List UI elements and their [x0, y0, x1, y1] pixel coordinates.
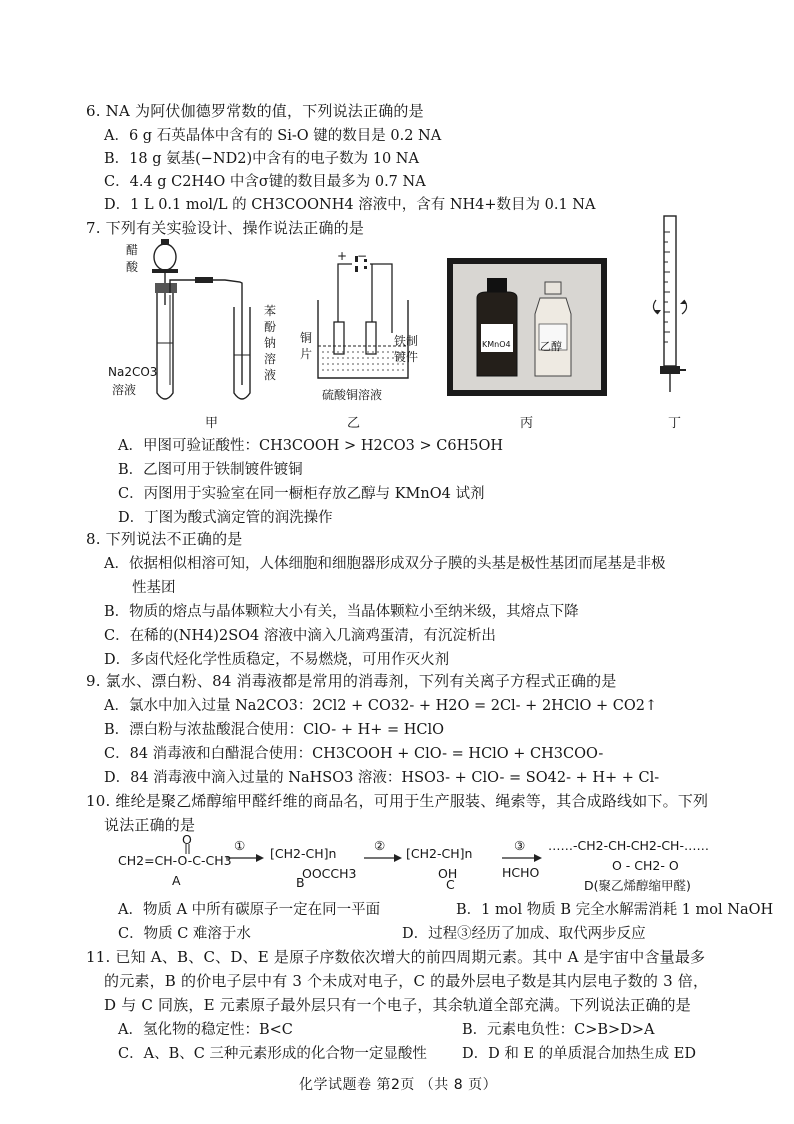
q8-option-a-line2: 性基团: [132, 580, 176, 596]
q8-option-d: D．多卤代烃化学性质稳定，不易燃烧，可用作灭火剂: [104, 652, 450, 668]
arrow-step-1: [226, 854, 264, 862]
cabinet-frame: [447, 258, 607, 396]
q11-option-a: A．氢化物的稳定性：B<C: [118, 1022, 293, 1038]
q11-option-b: B．元素电负性：C>B>D>A: [462, 1022, 655, 1038]
kmno4-label: KMnO4: [482, 340, 511, 349]
compound-b-label: B: [296, 875, 305, 890]
iron-label-1: 铁制: [394, 334, 419, 348]
arrow-step-2: [364, 854, 402, 862]
q8-option-b: B．物质的熔点与晶体颗粒大小有关，当晶体颗粒小至纳米级，其熔点下降: [104, 604, 579, 620]
q6-option-c: C．4.4 g C2H4O 中含σ键的数目最多为 0.7 NA: [104, 174, 426, 190]
compound-c-formula: [CH2-CH]n: [406, 846, 473, 861]
q11-stem-line1: 11. 已知 A、B、C、D、E 是原子序数依次增大的前四周期元素。其中 A 是宇宙中含量最多: [86, 948, 706, 966]
q10-option-a: A．物质 A 中所有碳原子一定在同一平面: [118, 902, 381, 918]
compound-d-label: D(聚乙烯醇缩甲醛): [584, 878, 691, 893]
q11-stem-line2: 的元素，B 的价电子层中有 3 个未成对电子，C 的最外层电子数是其内层电子数的 3 倍，: [104, 972, 709, 990]
compound-b-substituent: OOCCH3: [302, 866, 357, 881]
compound-a-formula: CH2=CH-O-C-CH3: [118, 853, 232, 868]
q10-stem-line1: 10. 维纶是聚乙烯醇缩甲醛纤维的商品名，可用于生产服装、绳索等，其合成路线如下。下列: [86, 792, 709, 810]
phenol-label-3: 钠: [264, 336, 277, 350]
arrow-step-3: [502, 854, 542, 862]
compound-c-substituent: OH: [438, 866, 458, 881]
q9-option-c: C．84 消毒液和白醋混合使用：CH3COOH + ClO- = HClO + CH3COO-: [104, 746, 604, 762]
minus-sign: −: [357, 249, 368, 263]
compound-d-substituent: O - CH2- O: [612, 858, 679, 873]
q8-stem: 8. 下列说法不正确的是: [86, 530, 243, 548]
caption-jia: 甲: [205, 416, 219, 431]
q10-option-c: C．物质 C 难溶于水: [118, 926, 251, 942]
vinegar-label-2: 酸: [126, 260, 139, 274]
na2co3-solution-label: 溶液: [112, 383, 137, 397]
q6-option-d: D．1 L 0.1 mol/L 的 CH3COONH4 溶液中，含有 NH4+数目为 0.1 NA: [104, 197, 596, 213]
burette: [652, 212, 692, 408]
compound-d-formula: ……-CH2-CH-CH2-CH-……: [548, 838, 709, 853]
q11-option-d: D．D 和 E 的单质混合加热生成 ED: [462, 1046, 696, 1062]
na2co3-label: Na2CO3: [108, 365, 158, 379]
q7-stem: 7. 下列有关实验设计、操作说法正确的是: [86, 219, 365, 237]
apparatus-jia: [140, 235, 270, 415]
copper-label-2: 片: [300, 347, 313, 361]
plus-sign: +: [337, 249, 348, 263]
q9-option-b: B．漂白粉与浓盐酸混合使用：ClO- + H+ = HClO: [104, 722, 444, 738]
compound-c-label: C: [446, 877, 455, 892]
carbonyl-oxygen: O: [182, 832, 192, 847]
q7-option-b: B．乙图可用于铁制镀件镀铜: [118, 462, 303, 478]
cuso4-label: 硫酸铜溶液: [322, 388, 383, 402]
caption-yi: 乙: [347, 416, 361, 431]
q7-option-c: C．丙图用于实验室在同一橱柜存放乙醇与 KMnO4 试剂: [118, 486, 485, 502]
q8-option-a-line1: A．依据相似相溶可知，人体细胞和细胞器形成双分子膜的头基是极性基团而尾基是非极: [104, 556, 666, 572]
q6-option-a: A．6 g 石英晶体中含有的 Si-O 键的数目是 0.2 NA: [104, 128, 442, 144]
step-1-label: ①: [234, 838, 246, 853]
page-footer: 化学试题卷 第2页 （共 8 页）: [299, 1077, 498, 1093]
q7-option-a: A．甲图可验证酸性：CH3COOH > H2CO3 > C6H5OH: [118, 438, 503, 454]
ethanol-label: 乙醇: [540, 340, 562, 353]
q9-stem: 9. 氯水、漂白粉、84 消毒液都是常用的消毒剂，下列有关离子方程式正确的是: [86, 672, 617, 690]
compound-b-formula: [CH2-CH]n: [270, 846, 337, 861]
q6-option-b: B．18 g 氨基(−ND2)中含有的电子数为 10 NA: [104, 151, 419, 167]
q10-stem-line2: 说法正确的是: [104, 816, 196, 834]
q11-option-c: C．A、B、C 三种元素形成的化合物一定显酸性: [118, 1046, 427, 1062]
q8-option-c: C．在稀的(NH4)2SO4 溶液中滴入几滴鸡蛋清，有沉淀析出: [104, 628, 496, 644]
q7-option-d: D．丁图为酸式滴定管的润洗操作: [118, 510, 333, 526]
step-3-label: ③: [514, 838, 526, 853]
iron-label-2: 镀件: [394, 350, 419, 364]
step-2-label: ②: [374, 838, 386, 853]
copper-label-1: 铜: [300, 331, 313, 345]
phenol-label-5: 液: [264, 368, 277, 382]
vinegar-label-1: 醋: [126, 243, 139, 257]
q10-option-d: D．过程③经历了加成、取代两步反应: [402, 926, 646, 942]
phenol-label-4: 溶: [264, 352, 277, 366]
compound-a-label: A: [172, 873, 181, 888]
q6-stem: 6. NA 为阿伏伽德罗常数的值，下列说法正确的是: [86, 102, 424, 120]
phenol-label-2: 酚: [264, 320, 277, 334]
q10-option-b: B．1 mol 物质 B 完全水解需消耗 1 mol NaOH: [456, 902, 774, 918]
caption-ding: 丁: [668, 416, 682, 431]
caption-bing: 丙: [520, 416, 534, 431]
apparatus-yi: [300, 248, 410, 393]
q11-stem-line3: D 与 C 同族，E 元素原子最外层只有一个电子，其余轨道全部充满。下列说法正确的是: [104, 996, 691, 1014]
reagent-hcho: HCHO: [502, 865, 540, 880]
q9-option-d: D．84 消毒液中滴入过量的 NaHSO3 溶液：HSO3- + ClO- = SO42- + H+ + Cl-: [104, 770, 660, 786]
q9-option-a: A．氯水中加入过量 Na2CO3：2Cl2 + CO32- + H2O = 2Cl- + 2HClO + CO2↑: [104, 698, 658, 714]
phenol-label-1: 苯: [264, 304, 277, 318]
